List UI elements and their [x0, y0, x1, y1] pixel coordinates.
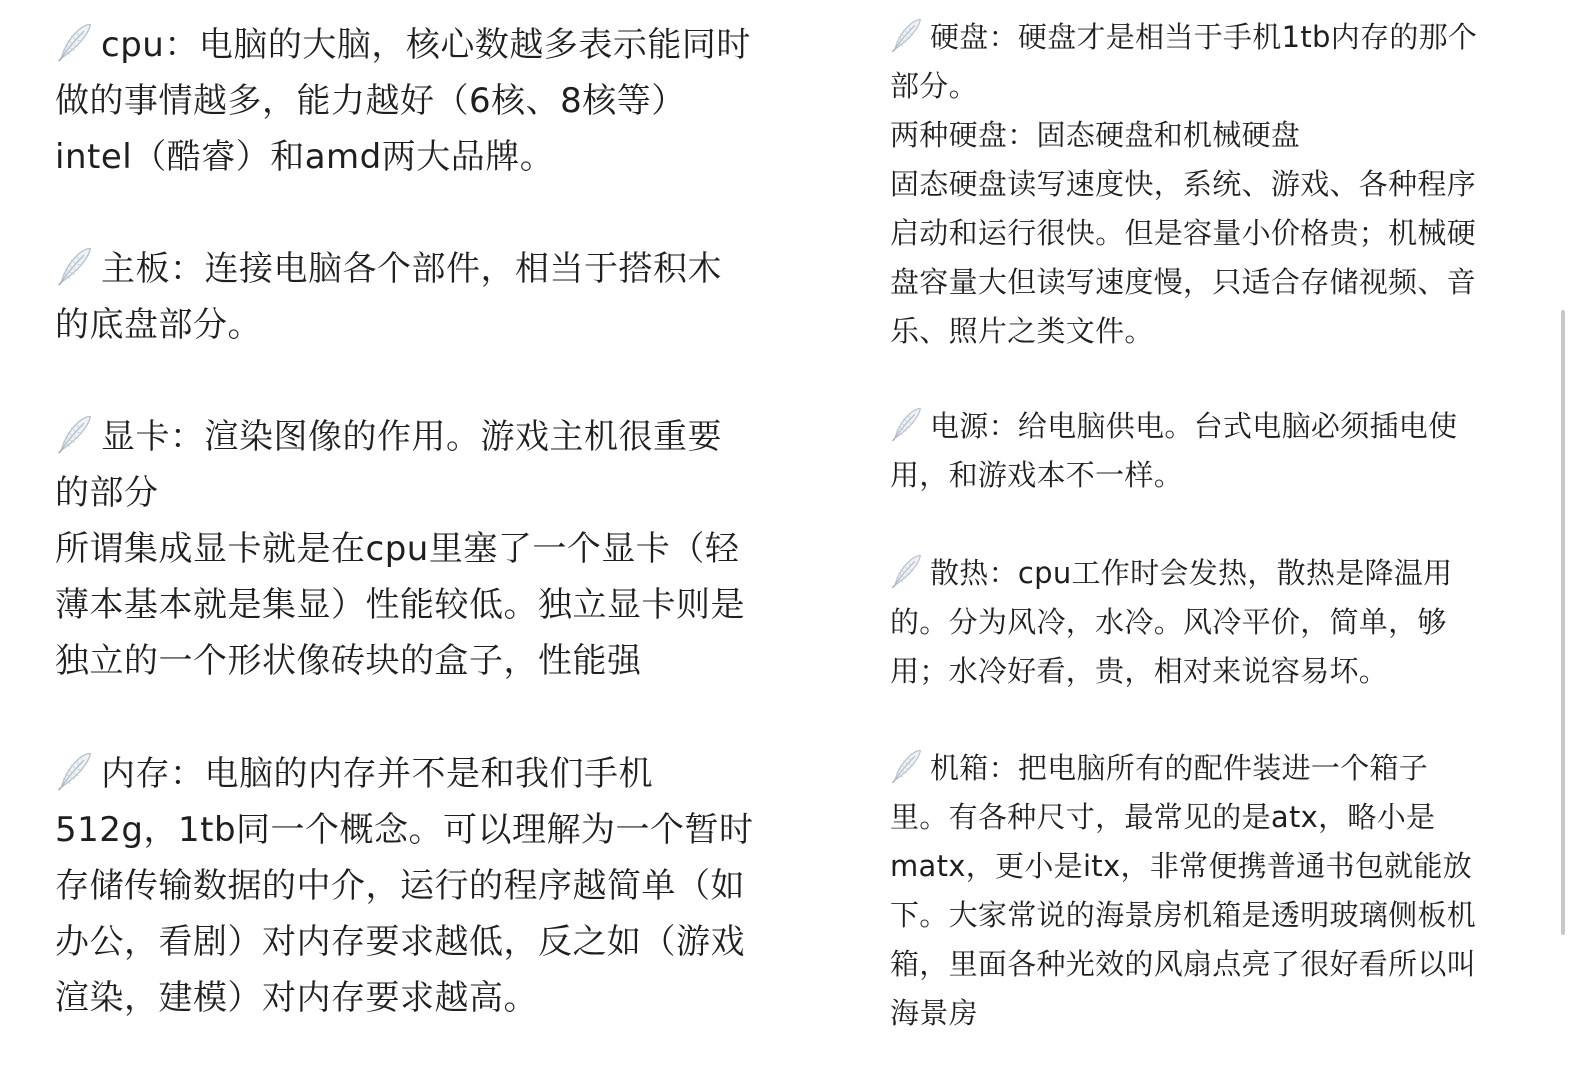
gpu-line-1-text: 显卡：渲染图像的作用。游戏主机很重要	[101, 417, 722, 457]
scrollbar[interactable]	[1561, 310, 1565, 935]
feather-icon	[890, 17, 922, 53]
cpu-line-1	[55, 17, 751, 73]
power-line-2: 用，和游戏本不一样。	[890, 458, 1184, 492]
memory-line-1-text: 内存：电脑的内存并不是和我们手机	[101, 754, 653, 794]
memory-line-1	[55, 746, 754, 802]
case-line-6: 海景房	[890, 996, 978, 1030]
disk-line-2: 部分。	[890, 69, 978, 103]
cooling-line-1	[890, 549, 1452, 598]
disk-line-1-text: 硬盘：硬盘才是相当于手机1tb内存的那个	[930, 20, 1478, 54]
memory-line-3: 存储传输数据的中介，运行的程序越简单（如	[55, 866, 745, 906]
cooling-line-3: 用；水冷好看，贵，相对来说容易坏。	[890, 654, 1389, 688]
feather-icon	[55, 751, 93, 791]
memory-line-5: 渲染，建模）对内存要求越高。	[55, 978, 538, 1018]
power-line-1	[890, 402, 1457, 451]
gpu-line-1	[55, 409, 745, 465]
memory-line-2: 512g，1tb同一个概念。可以理解为一个暂时	[55, 810, 754, 850]
feather-icon	[55, 414, 93, 454]
disk-line-5: 启动和运行很快。但是容量小价格贵；机械硬	[890, 216, 1477, 250]
disk-line-7: 乐、照片之类文件。	[890, 314, 1154, 348]
case-line-1	[890, 744, 1476, 793]
feather-icon	[890, 406, 922, 442]
power-section	[890, 402, 1457, 500]
disk-line-6: 盘容量大但读写速度慢，只适合存储视频、音	[890, 265, 1477, 299]
cpu-line-2: 做的事情越多，能力越好（6核、8核等）	[55, 81, 686, 121]
gpu-line-3: 所谓集成显卡就是在cpu里塞了一个显卡（轻	[55, 529, 740, 569]
cooling-line-2: 的。分为风冷，水冷。风冷平价，简单，够	[890, 605, 1447, 639]
cpu-section	[55, 17, 751, 185]
motherboard-line-1-text: 主板：连接电脑各个部件，相当于搭积木	[101, 249, 722, 289]
case-line-4: 下。大家常说的海景房机箱是透明玻璃侧板机	[890, 898, 1477, 932]
feather-icon	[55, 22, 93, 62]
gpu-line-5: 独立的一个形状像砖块的盒子，性能强	[55, 641, 642, 681]
feather-icon	[55, 246, 93, 286]
cpu-line-3: intel（酷睿）和amd两大品牌。	[55, 137, 555, 177]
motherboard-section	[55, 241, 722, 353]
case-line-2: 里。有各种尺寸，最常见的是atx，略小是	[890, 800, 1436, 834]
disk-line-1	[890, 13, 1477, 62]
case-line-3: matx，更小是itx，非常便携普通书包就能放	[890, 849, 1473, 883]
cooling-line-1-text: 散热：cpu工作时会发热，散热是降温用	[930, 556, 1453, 590]
cooling-section	[890, 549, 1452, 696]
motherboard-line-2: 的底盘部分。	[55, 305, 262, 345]
cpu-line-1-text: cpu：电脑的大脑，核心数越多表示能同时	[101, 25, 751, 65]
motherboard-line-1	[55, 241, 722, 297]
gpu-section	[55, 409, 745, 689]
feather-icon	[890, 748, 922, 784]
feather-icon	[890, 553, 922, 589]
memory-line-4: 办公，看剧）对内存要求越低，反之如（游戏	[55, 922, 745, 962]
gpu-line-4: 薄本基本就是集显）性能较低。独立显卡则是	[55, 585, 745, 625]
case-line-1-text: 机箱：把电脑所有的配件装进一个箱子	[930, 751, 1429, 785]
case-line-5: 箱，里面各种光效的风扇点亮了很好看所以叫	[890, 947, 1477, 981]
disk-line-3: 两种硬盘：固态硬盘和机械硬盘	[890, 118, 1301, 152]
power-line-1-text: 电源：给电脑供电。台式电脑必须插电使	[930, 409, 1458, 443]
case-section	[890, 744, 1476, 1038]
disk-section	[890, 13, 1477, 356]
disk-line-4: 固态硬盘读写速度快，系统、游戏、各种程序	[890, 167, 1477, 201]
memory-section	[55, 746, 754, 1026]
gpu-line-2: 的部分	[55, 473, 159, 513]
